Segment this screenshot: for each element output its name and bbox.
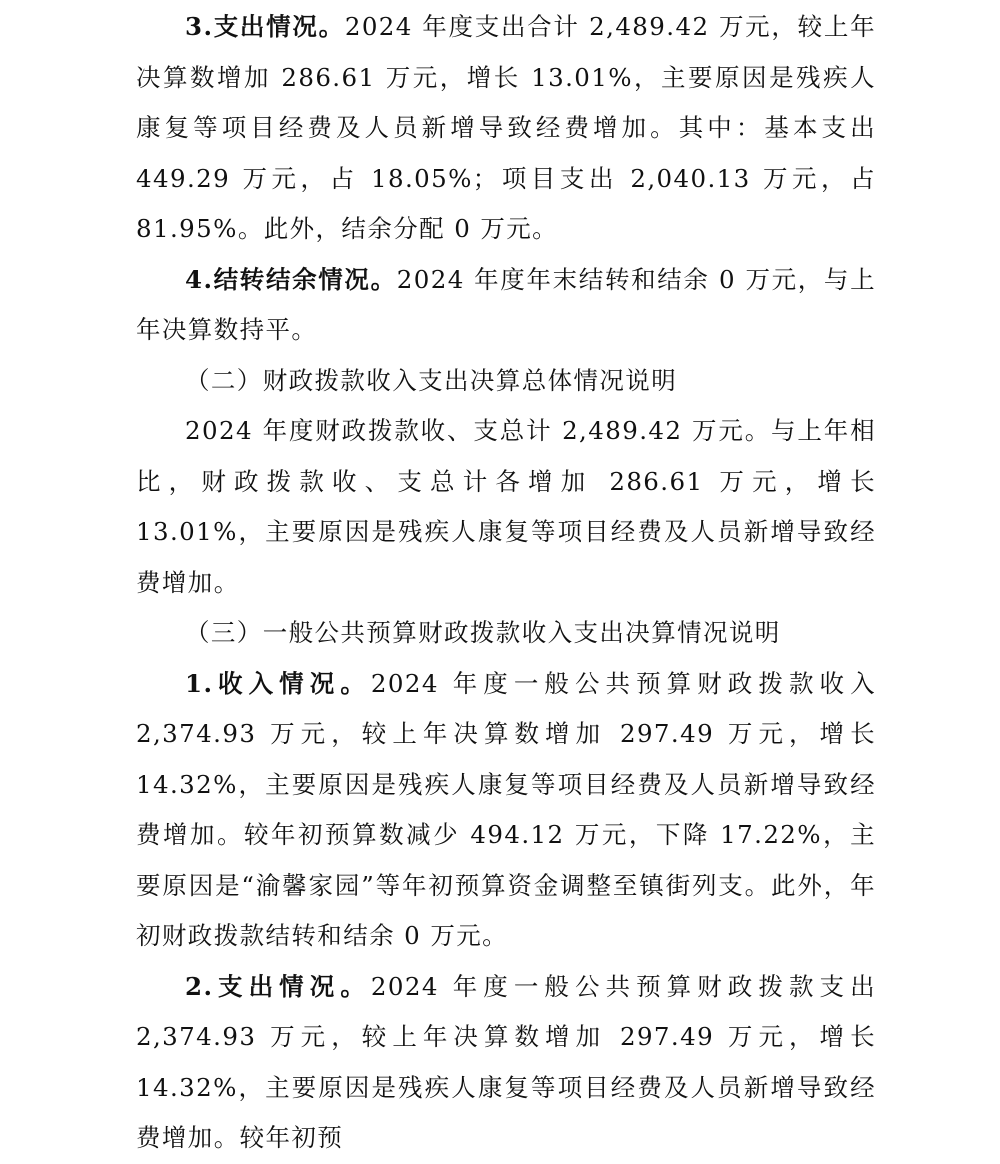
section-lead-general-expenditure: 2.支出情况。: [185, 971, 371, 1001]
section-heading-general-budget: （三）一般公共预算财政拨款收入支出决算情况说明: [185, 618, 781, 647]
paragraph-expenditure: [136, 2, 876, 255]
paragraph-income: [136, 659, 876, 962]
paragraph-text: 2024 年度一般公共预算财政拨款收入 2,374.93 万元，较上年决算数增加 297.49 万元，增长 14.32%，主要原因是残疾人康复等项目经费及人员新增导致经费增加。较年初预算数减少 494.12 万元，下降 17.22%，主要原因是“渝馨家园”等年初预算资金调整至镇街列支。此外，年初财政拨款结转和结余 0 万元。: [136, 668, 876, 950]
document-page: [136, 0, 876, 1164]
paragraph-text: 2024 年度支出合计 2,489.42 万元，较上年决算数增加 286.61 万元，增长 13.01%，主要原因是残疾人康复等项目经费及人员新增导致经费增加。其中：基本支出 449.29 万元，占 18.05%；项目支出 2,040.13 万元，占 81.95%。此外，结余分配 0 万元。: [136, 12, 876, 243]
paragraph-carryover: [136, 255, 876, 356]
paragraph-text: 2024 年度财政拨款收、支总计 2,489.42 万元。与上年相比，财政拨款收、支总计各增加 286.61 万元，增长 13.01%，主要原因是残疾人康复等项目经费及人员新增导致经费增加。: [136, 416, 876, 597]
section-lead-carryover: 4.结转结余情况。: [185, 264, 397, 294]
section-lead-income: 1.收入情况。: [185, 668, 371, 698]
paragraph-general-expenditure: [136, 962, 876, 1164]
section-lead-expenditure: 3.支出情况。: [185, 12, 345, 41]
paragraph-fiscal-total: [136, 406, 876, 608]
section-heading-fiscal-total: （二）财政拨款收入支出决算总体情况说明: [185, 365, 678, 395]
paragraph-text: 2024 年度一般公共预算财政拨款支出 2,374.93 万元，较上年决算数增加 297.49 万元，增长 14.32%，主要原因是残疾人康复等项目经费及人员新增导致经费增加。较年初预: [136, 971, 876, 1152]
paragraph-text: 2024 年度年末结转和结余 0 万元，与上年决算数持平。: [136, 264, 876, 344]
